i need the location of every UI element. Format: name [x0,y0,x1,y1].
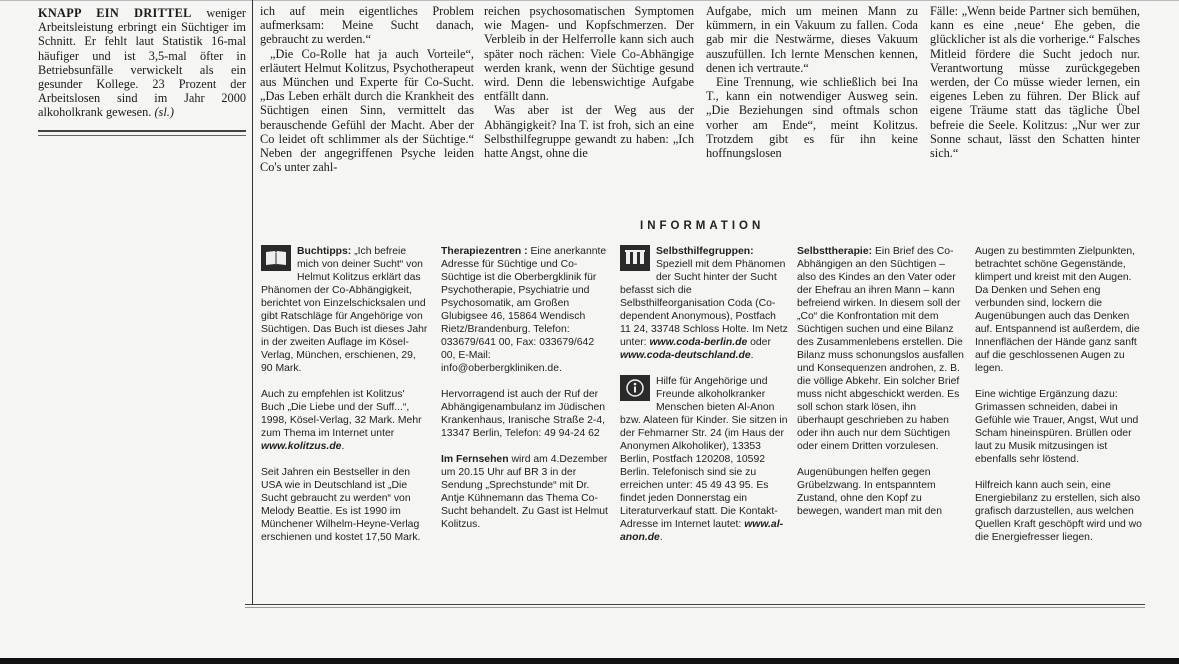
info-paragraph: Hilfe für Angehörige und Freunde alkoholkranker Menschen bieten Al-Anon bzw. Alateen für Kinder. Sie sitzen in der Fehmarner Str. 24 (im Haus der Anonymen Alkoholiker), 13353 Berlin, Postfach 120208, 10592 Berlin. Telefonisch sind sie zu erreichen unter: 45 49 43 95. Es findet jeden Donnerstag ein Literaturverkauf statt. Die Kontakt-Adresse im Internet lautet: www.al-anon.de. [620,376,788,543]
buchtipps-text: „Ich befreie mich von deiner Sucht“ von Helmut Kolitzus erklärt das Phänomen der Co-Abhängigkeit, berichtet von Einzelschicksalen und gibt Ratschläge für Angehörige von Süchtigen. Das Buch ist dieses Jahr in der zweiten Auflage im Kösel-Verlag, München, erschienen, 29, 90 Mark. [261,246,428,374]
info-paragraph: Augenübungen helfen gegen Grübelzwang. In entspanntem Zustand, ohne den Kopf zu bewegen, wandert man mit den [797,467,942,517]
selbsttherapie-text: Ein Brief des Co-Abhängigen an den Süchtigen – also des Kindes an den Vater oder der Ehefrau an ihren Mann – kann befreiend wirken. In diesem soll der „Co“ die Konfrontation mit dem Süchtigen suchen und eine Bilanz des Zusammenlebens erstellen. Die Bilanz muss schonungslos ausfallen und Konsequenzen androhen, z. B. die völlige Abkehr. Ein solcher Brief muss nicht abgeschickt werden. Es soll schon stark lösen, ihn überhaupt geschrieben zu haben oder ihn auch nur dem Süchtigen oder einem Dritten vorzulesen. [797,246,964,452]
info-paragraph: Hilfreich kann auch sein, eine Energiebilanz zu erstellen, sich also grafisch darzustellen, aus welchen Quellen Kraft geschöpft wird und wo die Energiefresser liegen. [975,480,1142,543]
info-column-augen [975,245,1143,557]
group-icon [620,245,650,271]
article-paragraph: ich auf mein eigentliches Problem aufmerksam: Meine Sucht danach, gebraucht zu werden.“ [260,4,474,47]
info-bottom-rule [245,604,1145,605]
fernsehen-text: wird am 4.Dezember um 20.15 Uhr auf BR 3 in der Sendung „Sprechstunde“ mit Dr. Antje Kühnemann das Thema Co-Sucht behandelt. Zu Gast ist Helmut Kolitzus. [441,454,608,530]
article-column-1 [260,4,474,174]
info-paragraph [441,453,609,531]
article-paragraph: reichen psychosomatischen Symptomen wie Magen- und Kopfschmerzen. Der Verbleib in der Helferrolle kann sich auch später noch rächen: Viele Co-Abhängige werden krank, wenn der Süchtige gesund wird. Denn die lebenswichtige Aufgabe entfällt dann. [484,4,694,104]
info-paragraph [441,245,609,375]
fernsehen-label: Im Fernsehen [441,454,509,465]
article-paragraph: Aufgabe, mich um meinen Mann zu kümmern, in ein Vakuum zu fallen. Coda gab mir die Nestwärme, dieses Vakuum auszufüllen. Ich lernte Menschen kennen, denen ich vertraute.“ [706,4,918,75]
sidebar-body: weniger Arbeitsleistung erbringt ein Süchtiger im Schnitt. Er fehlt laut Statistik 16-mal häufiger und ist 3,5-mal öfter in Betriebsunfälle verwickelt als ein gesunder Kollege. 23 Prozent der Arbeitslosen sind im Jahr 2000 alkoholkrank gewesen. [38,6,247,120]
info-column-selbsttherapie [797,245,965,531]
top-rule [0,0,1179,1]
article-column-2 [484,4,694,160]
info-paragraph: Augen zu bestimmten Zielpunkten, betrachtet schöne Gegenstände, klimpert und kreist mit den Augen. Da Denken und Sehen eng verbunden sind, lockern die Augenübungen auch das Denken auf. Entspannend ist außerdem, die Innenflächen der Hände ganz sanft auf die geschlossenen Augen zu legen. [975,246,1140,374]
info-column-therapie [441,245,609,544]
bottom-border [0,658,1179,664]
article-paragraph: Eine Trennung, wie schließlich bei Ina T., kann ein notwendiger Ausweg sein. „Die Beziehungen sind oftmals schon vorher am Ende“, meint Kolitzus. Trotzdem gibt es für ihn keine hoffnungslosen [706,75,918,161]
selbsthilfe-oder: oder [750,337,771,348]
coda-deutschland-url: www.coda-deutschland.de [620,350,751,361]
selbsttherapie-label: Selbsttherapie: [797,246,873,257]
buchtipps-label: Buchtipps: [297,246,352,257]
sidebar-kicker: KNAPP EIN DRITTEL [38,6,192,20]
info-paragraph: Selbsthilfegruppen: Speziell mit dem Phänomen der Sucht hinter der Sucht befasst sich die Selbsthilfeorganisation Coda (Co-dependent Anonymous), Postfach 11 24, 33748 Schloss Holte. Im Netz unter: www.coda-berlin.de oder www.coda-deutschland.de. [620,246,788,361]
sidebar-rules [38,130,246,136]
buchtipps-text-2: Auch zu empfehlen ist Kolitzus' Buch „Die Liebe und der Suff...“, 1998, Kösel-Verlag, 32 Mark. Mehr zum Thema im Internet unter [261,389,422,439]
selbsthilfe-text: Speziell mit dem Phänomen der Sucht hinter der Sucht befasst sich die Selbsthilfeorganisation Coda (Co-dependent Anonymous), Postfach 11 24, 33748 Schloss Holte. Im Netz unter: [620,259,788,348]
info-column-selbsthilfe [620,245,788,557]
info-bottom-rule-thin [245,607,1145,608]
selbsthilfe-label: Selbsthilfegruppen: [656,246,754,257]
article-column-4 [930,4,1140,160]
info-paragraph: Auch zu empfehlen ist Kolitzus' Buch „Die Liebe und der Suff...“, 1998, Kösel-Verlag, 32 Mark. Mehr zum Thema im Internet unter www.kolitzus.de. [261,389,422,452]
article-column-3 [706,4,918,160]
info-paragraph: Eine wichtige Ergänzung dazu: Grimassen schneiden, dabei in Gefühle wie Trauer, Angst, Wut und Scham hineinspüren. Brüllen oder laut zu Musik mitzusingen ist ebenfalls sehr löstend. [975,389,1139,465]
sidebar-box [38,6,246,136]
therapie-text: Eine anerkannte Adresse für Süchtige und Co-Süchtige ist die Oberbergklinik für Psychotherapie, Psychiatrie und Psychosomatik, am Großen Glubigsee 46, 15864 Wendisch Rietz/Brandenburg. Telefon: 033679/641 00, Fax: 033679/642 00, E-Mail: info@oberbergkliniken.de. [441,246,607,374]
hilfe-text: Hilfe für Angehörige und Freunde alkoholkranker Menschen bieten Al-Anon bzw. Alateen für Kinder. Sie sitzen in der Fehmarner Str. 24 (im Haus der Anonymen Alkoholiker), 13353 Berlin, Postfach 120208, 10592 Berlin. Telefonisch sind sie zu erreichen unter: 45 49 43 95. Es findet jeden Donnerstag ein Literaturverkauf statt. Die Kontakt-Adresse im Internet lautet: [620,376,788,530]
column-divider [252,0,253,604]
info-paragraph [261,245,429,375]
info-heading: INFORMATION [640,220,765,232]
kolitzus-url: www.kolitzus.de [261,441,342,452]
article-paragraph: Fälle: „Wenn beide Partner sich bemühen, kann es eine ‚neue‘ Ehe geben, die glücklicher ist als die vorherige.“ Falsches Mitleid fördere die Sucht jedoch nur. Verantwortung müsse zurückgegeben werden, der Co müsse wieder lernen, ein eigenes Leben zu führen. Der Blick auf eigene Träume statt das tägliche Übel befreie die Seele. Kolitzus: „Nur wer zur Sonne schaut, lässt den Schatten hinter sich.“ [930,4,1140,161]
info-icon [620,375,650,401]
therapie-label: Therapiezentren : [441,246,528,257]
info-column-buchtipps [261,245,429,557]
info-paragraph: Hervorragend ist auch der Ruf der Abhängigenambulanz im Jüdischen Krankenhaus, Iranische Straße 2-4, 13347 Berlin, Telefon: 49 94-24 62 [441,389,606,439]
info-paragraph [797,245,965,453]
al-anon-url: www.al-anon.de [620,519,784,543]
book-icon [261,245,291,271]
article-paragraph: Was aber ist der Weg aus der Abhängigkeit? Ina T. ist froh, sich an eine Selbsthilfegruppe gewandt zu haben: „Ich hatte Angst, ohne die [484,103,694,161]
info-paragraph: Seit Jahren ein Bestseller in den USA wie in Deutschland ist „Die Sucht gebraucht zu werden“ von Melody Beattie. Es ist 1990 im Münchener Wilhelm-Heyne-Verlag erschienen und kostet 17,50 Mark. [261,467,421,543]
sidebar-text [38,6,246,120]
article-paragraph: „Die Co-Rolle hat ja auch Vorteile“, erläutert Helmut Kolitzus, Psychotherapeut aus München und Experte für Co-Sucht. „Das Leben erhält durch die Krankheit des Süchtigen einen Sinn, vermittelt das berauschende Gefühl der Macht. Aber der Co leidet oft schlimmer als der Süchtige.“ Neben der angegriffenen Psyche leiden Co's unter zahl- [260,46,474,175]
sidebar-credit: (sl.) [154,105,174,120]
coda-berlin-url: www.coda-berlin.de [649,337,748,348]
